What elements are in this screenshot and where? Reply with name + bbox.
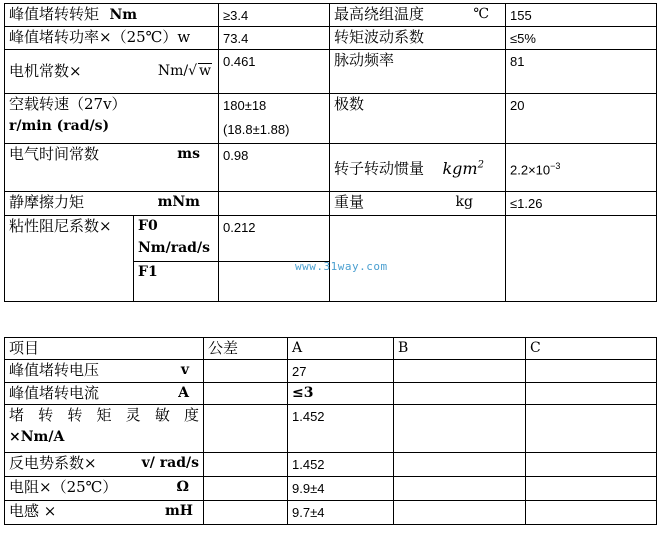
rotor-inertia-unit-base: kgm	[442, 158, 478, 178]
back-emf-label: 反电势系数×	[9, 454, 97, 472]
resistance-c	[526, 477, 657, 501]
electrical-parameters-table	[4, 337, 657, 525]
peak-stall-torque-cell	[5, 4, 219, 27]
weight-label: 重量	[334, 193, 365, 211]
inductance-unit: mH	[164, 503, 193, 519]
torque-sensitivity-a: 1.452	[288, 405, 394, 453]
rotor-inertia-label: 转子转动惯量	[334, 159, 425, 178]
table-row	[5, 360, 204, 383]
electrical-time-constant-unit: ms	[177, 146, 200, 162]
peak-stall-voltage-tol	[204, 360, 288, 383]
peak-stall-voltage-label: 峰值堵转电压	[9, 361, 100, 379]
torque-sensitivity-label: 堵转转矩灵敏度	[9, 406, 199, 424]
static-friction-value	[219, 192, 330, 216]
max-winding-temp-label: 最高绕组温度	[334, 5, 425, 23]
peak-stall-power-value: 73.4	[219, 27, 330, 50]
header-tolerance: 公差	[204, 338, 288, 360]
torque-sensitivity-unit: ×Nm/A	[9, 429, 65, 445]
viscous-damping-f1-label: F1	[138, 264, 158, 280]
watermark: www.31way.com	[295, 260, 388, 273]
torque-sensitivity-tol	[204, 405, 288, 453]
poles-label: 极数	[334, 95, 365, 113]
rotor-inertia-value-exp: −3	[550, 161, 561, 172]
electrical-time-constant-cell	[5, 144, 219, 192]
motor-constant-cell	[5, 50, 219, 94]
motor-constant-unit	[158, 62, 212, 80]
header-a: A	[288, 338, 394, 360]
motor-constant-unit-prefix: Nm/	[157, 63, 189, 79]
electrical-time-constant-label: 电气时间常数	[9, 145, 100, 163]
no-load-speed-value-cell	[219, 94, 330, 144]
torque-ripple-value: ≤5%	[506, 27, 657, 50]
peak-stall-voltage-c	[526, 360, 657, 383]
resistance-label: 电阻×（25℃）	[9, 478, 118, 496]
peak-stall-torque-label: 峰值堵转转矩	[9, 5, 100, 23]
torque-ripple-cell	[330, 27, 506, 50]
back-emf-a: 1.452	[288, 453, 394, 477]
pulse-frequency-cell	[330, 50, 506, 94]
motor-constant-value: 0.461	[219, 50, 330, 94]
inductance-tol	[204, 501, 288, 525]
table-row	[5, 453, 204, 477]
resistance-a: 9.9±4	[288, 477, 394, 501]
no-load-speed-label: 空载转速（27v）	[9, 95, 127, 113]
peak-stall-current-c	[526, 383, 657, 405]
peak-stall-voltage-b	[394, 360, 526, 383]
viscous-damping-f0-cell	[134, 216, 219, 262]
poles-cell	[330, 94, 506, 144]
pulse-frequency-value: 81	[506, 50, 657, 94]
resistance-tol	[204, 477, 288, 501]
back-emf-unit: v/ rad/s	[141, 455, 199, 471]
header-c: C	[526, 338, 657, 360]
empty-cell-a	[330, 216, 506, 302]
viscous-damping-f0-value: 0.212	[219, 216, 330, 262]
motor-parameters-table	[4, 3, 657, 302]
inductance-b	[394, 501, 526, 525]
viscous-damping-f0-label: F0	[138, 218, 158, 234]
peak-stall-torque-value: ≥3.4	[219, 4, 330, 27]
no-load-speed-cell	[5, 94, 219, 144]
max-winding-temp-value: 155	[506, 4, 657, 27]
peak-stall-torque-unit: Nm	[109, 7, 138, 23]
viscous-damping-f1-cell	[134, 262, 219, 302]
back-emf-c	[526, 453, 657, 477]
peak-stall-current-b	[394, 383, 526, 405]
pulse-frequency-label: 脉动频率	[334, 51, 395, 69]
viscous-damping-label: 粘性阻尼系数×	[9, 217, 112, 235]
poles-value: 20	[506, 94, 657, 144]
rotor-inertia-value	[506, 144, 657, 192]
resistance-unit: Ω	[176, 479, 189, 495]
motor-constant-label: 电机常数×	[9, 62, 82, 80]
rotor-inertia-cell	[330, 144, 506, 192]
table-row	[5, 477, 204, 501]
header-item: 项目	[5, 338, 204, 360]
viscous-damping-label-cell	[5, 216, 134, 302]
peak-stall-current-unit: A	[178, 385, 189, 401]
rotor-inertia-unit	[442, 159, 483, 178]
inductance-label: 电感 ×	[9, 502, 57, 520]
max-winding-temp-cell	[330, 4, 506, 27]
table-row	[5, 501, 204, 525]
resistance-b	[394, 477, 526, 501]
static-friction-cell	[5, 192, 219, 216]
peak-stall-voltage-a: 27	[288, 360, 394, 383]
back-emf-tol	[204, 453, 288, 477]
inductance-a: 9.7±4	[288, 501, 394, 525]
viscous-damping-f0-unit: Nm/rad/s	[138, 240, 210, 256]
torque-ripple-label: 转矩波动系数	[334, 28, 425, 46]
table-row	[5, 383, 204, 405]
no-load-speed-rad-value: (18.8±1.88)	[223, 122, 290, 137]
electrical-time-constant-value: 0.98	[219, 144, 330, 192]
sqrt-symbol: √	[188, 63, 198, 79]
empty-cell-b	[506, 216, 657, 302]
peak-stall-current-a: ≤3	[288, 383, 394, 405]
no-load-speed-unit: r/min (rad/s)	[9, 118, 110, 134]
no-load-speed-value: 180±18	[223, 98, 267, 113]
header-b: B	[394, 338, 526, 360]
weight-unit: kg	[455, 194, 473, 210]
peak-stall-voltage-unit: v	[180, 362, 189, 378]
torque-sensitivity-b	[394, 405, 526, 453]
static-friction-unit: mNm	[157, 194, 200, 210]
weight-cell	[330, 192, 506, 216]
motor-constant-unit-radicand: w	[199, 63, 211, 79]
max-winding-temp-unit: ℃	[473, 6, 489, 22]
back-emf-b	[394, 453, 526, 477]
inductance-c	[526, 501, 657, 525]
table-row	[5, 405, 204, 453]
peak-stall-power-label: 峰值堵转功率×（25℃）w	[9, 28, 191, 46]
peak-stall-current-label: 峰值堵转电流	[9, 384, 100, 402]
peak-stall-current-tol	[204, 383, 288, 405]
rotor-inertia-value-base: 2.2×10	[510, 162, 551, 178]
rotor-inertia-unit-exp: 2	[477, 159, 484, 171]
weight-value: ≤1.26	[506, 192, 657, 216]
static-friction-label: 静摩擦力矩	[9, 193, 85, 211]
torque-sensitivity-c	[526, 405, 657, 453]
peak-stall-power-cell	[5, 27, 219, 50]
